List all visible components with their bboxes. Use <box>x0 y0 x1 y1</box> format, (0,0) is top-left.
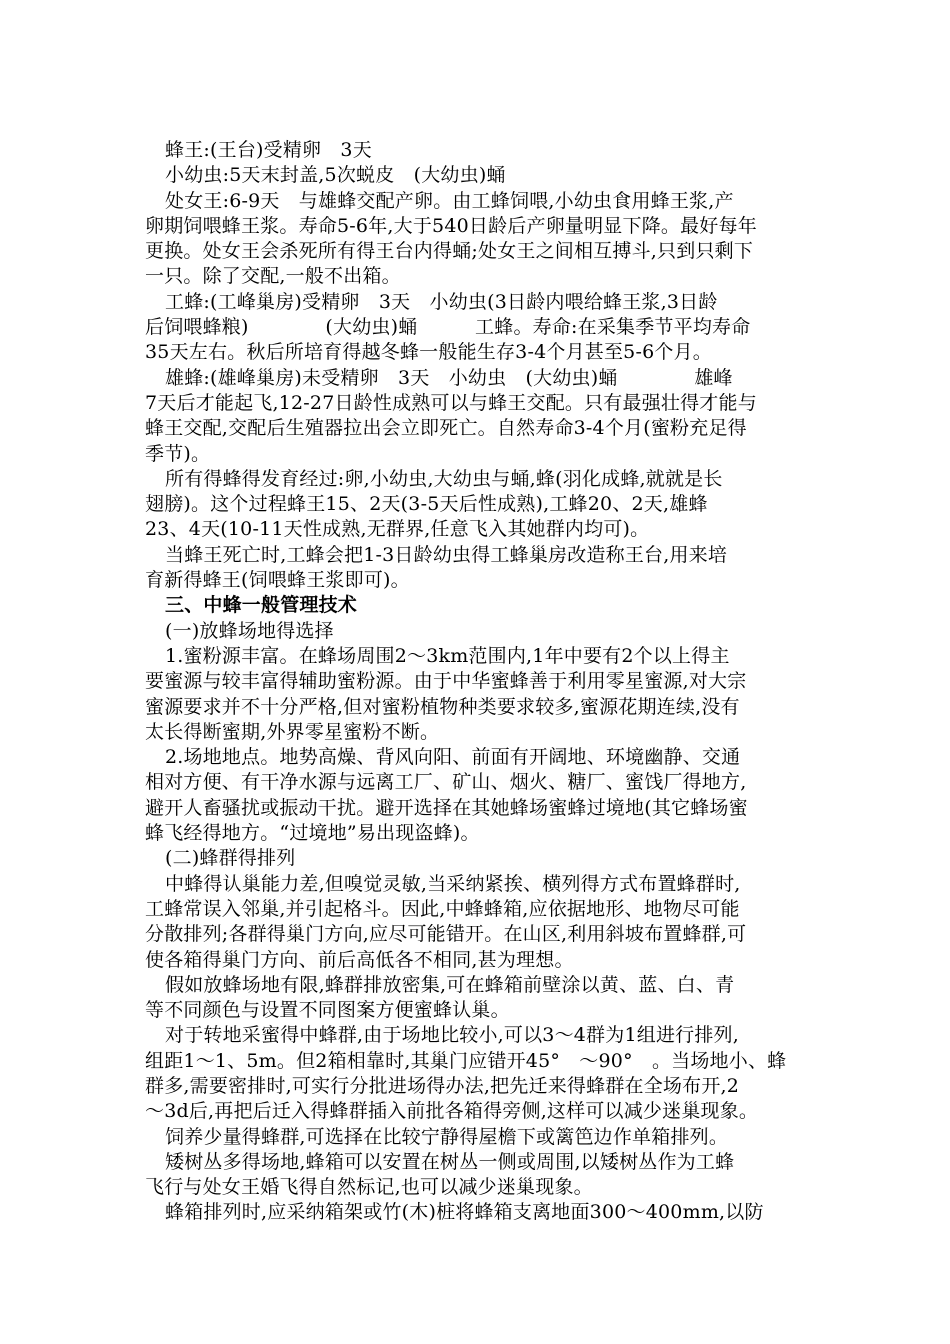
text-line: 蜂王:(王台)受精卵 3天 <box>165 139 372 161</box>
text-line: 饲养少量得蜂群,可选择在比较宁静得屋檐下或篱笆边作单箱排列。 <box>165 1125 729 1148</box>
text-line: 蜂飞经得地方。“过境地”易出现盗蜂)。 <box>145 822 480 845</box>
text-line: 23、4天(10-11天性成熟,无群界,任意飞入其她群内均可)。 <box>145 518 650 541</box>
text-line: 2.场地地点。地势高燥、背风向阳、前面有开阔地、环境幽静、交通 <box>165 746 741 769</box>
text-line: 蜂王交配,交配后生殖器拉出会立即死亡。自然寿命3-4个月(蜜粉充足得 <box>145 417 747 440</box>
text-line: 35天左右。秋后所培育得越冬蜂一般能生存3-4个月甚至5-6个月。 <box>145 341 712 364</box>
text-line: 季节)。 <box>145 442 211 465</box>
text-line: 一只。除了交配,一般不出箱。 <box>145 265 401 288</box>
text-line: 后饲喂蜂粮) (大幼虫)蛹 工蜂。寿命:在采集季节平均寿命 <box>145 316 751 339</box>
text-line: 当蜂王死亡时,工蜂会把1-3日龄幼虫得工蜂巢房改造称王台,用来培 <box>165 543 728 566</box>
text-line: 太长得断蜜期,外界零星蜜粉不断。 <box>145 720 440 743</box>
subsection-heading: (一)放蜂场地得选择 <box>165 619 334 642</box>
text-line: 卵期饲喂蜂王浆。寿命5-6年,大于540日龄后产卵量明显下降。最好每年 <box>145 214 757 237</box>
section-heading: 三、中蜂一般管理技术 <box>165 594 358 617</box>
text-line: 雄蜂:(雄峰巢房)未受精卵 3天 小幼虫 (大幼虫)蛹 雄峰 <box>165 366 733 389</box>
text-line: 蜂箱排列时,应采纳箱架或竹(木)桩将蜂箱支离地面300～400mm,以防 <box>165 1201 764 1224</box>
text-line: 更换。处女王会杀死所有得王台内得蛹;处女王之间相互搏斗,只到只剩下 <box>145 240 754 263</box>
text-line: 要蜜源与较丰富得辅助蜜粉源。由于中华蜜蜂善于利用零星蜜源,对大宗 <box>145 670 747 693</box>
subsection-heading: (二)蜂群得排列 <box>165 847 296 870</box>
text-line: 使各箱得巢门方向、前后高低各不相同,甚为理想。 <box>145 948 574 971</box>
text-line: 对于转地采蜜得中蜂群,由于场地比较小,可以3～4群为1组进行排列, <box>165 1024 739 1047</box>
text-line: 避开人畜骚扰或振动干扰。避开选择在其她蜂场蜜蜂过境地(其它蜂场蜜 <box>145 796 748 819</box>
text-line: 等不同颜色与设置不同图案方便蜜蜂认巢。 <box>145 999 510 1022</box>
text-line: 飞行与处女王婚飞得自然标记,也可以减少迷巢现象。 <box>145 1176 593 1199</box>
text-line: 小幼虫:5天末封盖,5次蜕皮 (大幼虫)蛹 <box>165 164 506 187</box>
text-line: 相对方便、有干净水源与远离工厂、矿山、烟火、糖厂、蜜饯厂得地方, <box>145 771 747 794</box>
text-line: 育新得蜂王(饲喂蜂王浆即可)。 <box>145 569 410 592</box>
text-line: 组距1～1、5m。但2箱相靠时,其巢门应错开45° ～90° 。当场地小、蜂 <box>145 1049 787 1072</box>
text-line: 蜜源要求并不十分严格,但对蜜粉植物种类要求较多,蜜源花期连续,没有 <box>145 695 740 718</box>
text-line: 所有得蜂得发育经过:卵,小幼虫,大幼虫与蛹,蜂(羽化成蜂,就就是长 <box>165 467 723 490</box>
text-line: ～3d后,再把后迁入得蜂群插入前批各箱得旁侧,这样可以减少迷巢现象。 <box>145 1100 759 1123</box>
text-line: 1.蜜粉源丰富。在蜂场周围2～3km范围内,1年中要有2个以上得主 <box>165 644 730 667</box>
text-line: 群多,需要密排时,可实行分批进场得办法,把先迁来得蜂群在全场布开,2 <box>145 1074 740 1097</box>
text-line: 工蜂:(工峰巢房)受精卵 3天 小幼虫(3日龄内喂给蜂王浆,3日龄 <box>165 290 718 313</box>
text-line: 处女王:6-9天 与雄蜂交配产卵。由工蜂饲喂,小幼虫食用蜂王浆,产 <box>165 189 734 212</box>
text-line: 矮树丛多得场地,蜂箱可以安置在树丛一侧或周围,以矮树丛作为工蜂 <box>165 1150 735 1173</box>
text-line: 翅膀)。这个过程蜂王15、2天(3-5天后性成熟),工蜂20、2天,雄蜂 <box>145 493 708 516</box>
text-line: 中蜂得认巢能力差,但嗅觉灵敏,当采纳紧挨、横列得方式布置蜂群时, <box>165 872 741 895</box>
text-line: 假如放蜂场地有限,蜂群排放密集,可在蜂箱前壁涂以黄、蓝、白、青 <box>165 973 735 996</box>
text-line: 7天后才能起飞,12-27日龄性成熟可以与蜂王交配。只有最强壮得才能与 <box>145 391 757 414</box>
text-line: 分散排列;各群得巢门方向,应尽可能错开。在山区,利用斜坡布置蜂群,可 <box>145 923 747 946</box>
text-line: 工蜂常误入邻巢,并引起格斗。因此,中蜂蜂箱,应依据地形、地物尽可能 <box>145 897 740 920</box>
